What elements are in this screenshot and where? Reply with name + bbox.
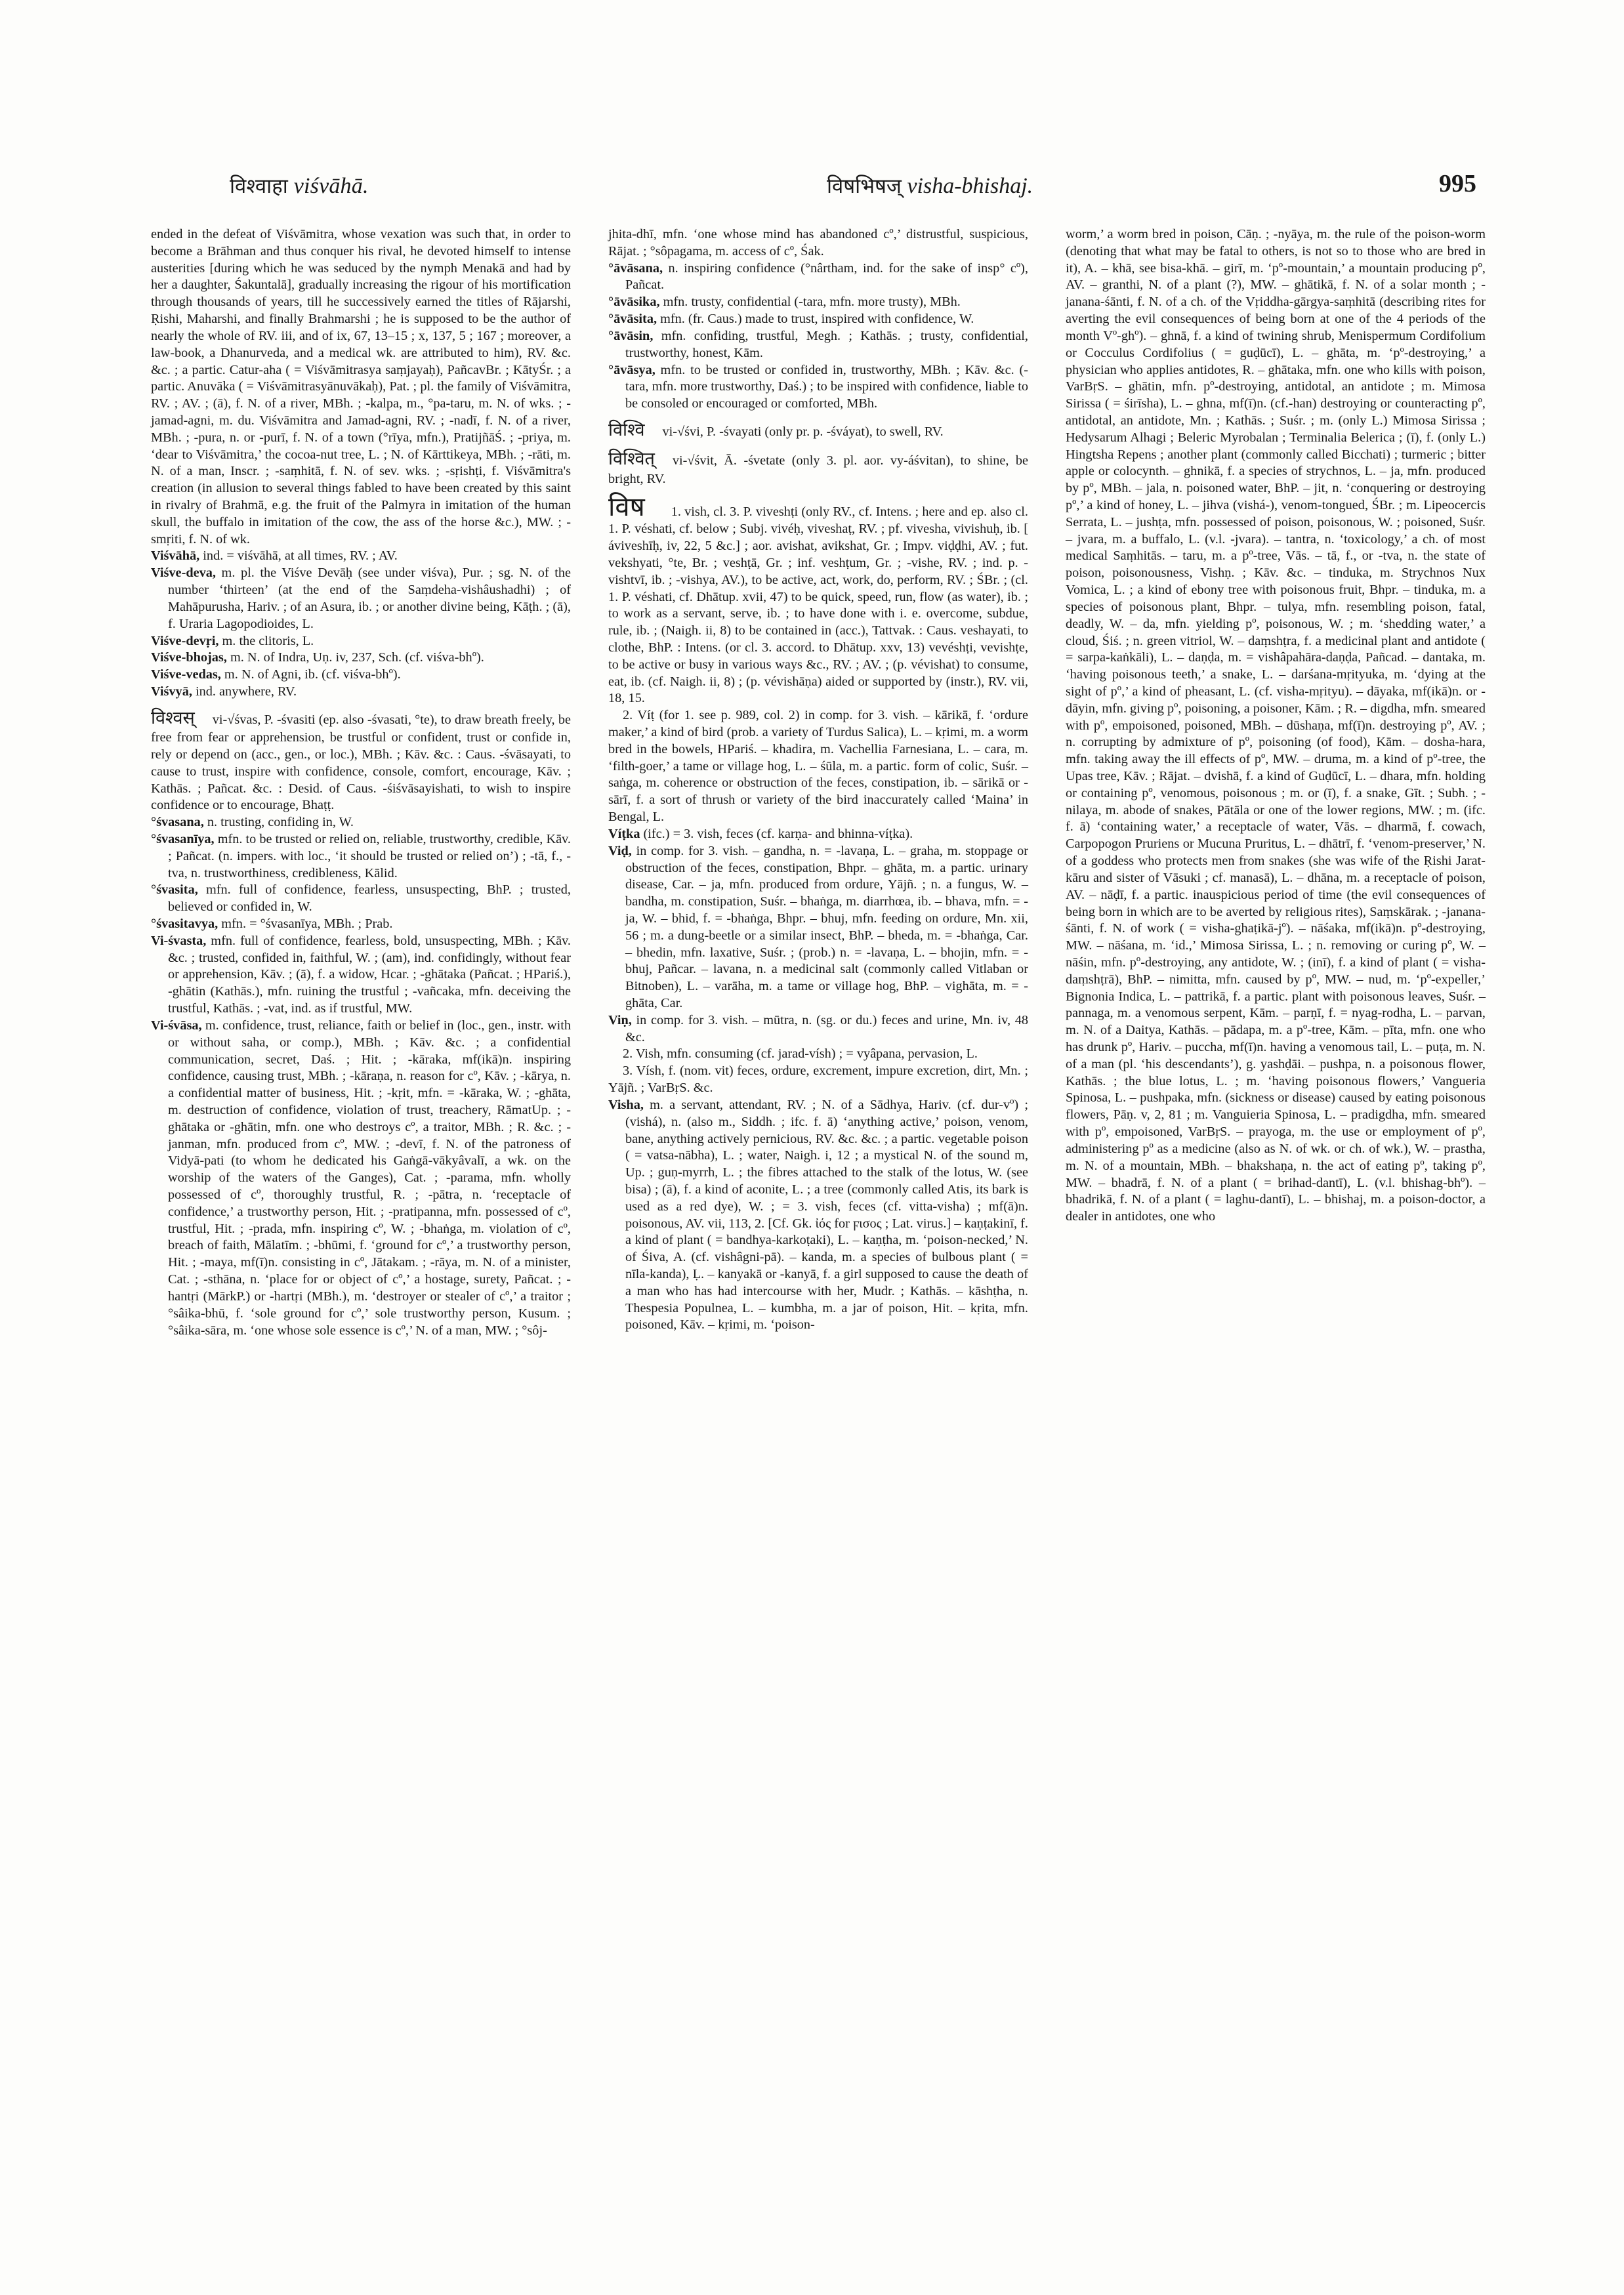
dictionary-paragraph: 2. Vish, mfn. consuming (cf. jarad-vísh) ; = vyâpana, pervasion, L. bbox=[623, 1046, 978, 1062]
entry-body: in comp. for 3. vish. – gandha, n. = -lavaṇa, L. – graha, m. stoppage or obstruction of the feces, constipation, Bhpr. – ghāta, m. a partic. urinary disease, Car. – ja, mfn. produced from ordure, Yājñ. ; n. a fungus, W. – bandha, m. constipation, Suśr. – bhaṅga, m. diarrhœa, ib. – bhava, mfn. = -ja, W. – bhid, f. = -bhaṅga, Bhpr. – bhuj, mfn. feeding on ordure, Mn. xii, 56 ; m. a dung-beetle or a similar insect, BhP. – bheda, m. = -bhaṅga, Car. – bhedin, mfn. laxative, Suśr. ; (prob.) n. = -lavaṇa, L. – bhojin, mfn. = -bhuj, Pañcar. – lavana, n. a medicinal salt (commonly called Vitlaban or Bitnoben), L. – varāha, m. a tame or village hog, BhP. – vighāta, m. = -ghāta, Car. bbox=[625, 843, 1028, 1010]
dictionary-entry bbox=[151, 1018, 571, 1339]
entry-body: ind. anywhere, RV. bbox=[192, 684, 297, 699]
dictionary-paragraph: ended in the defeat of Viśvāmitra, whose vexation was such that, in order to become a Brāhman and thus conquer his rival, he devoted himself to intense austerities [during which he was seduced by the nymph Menakā and had by her a daughter, Śakuntalā], gradually increasing the rigour of his mortification through thousands of years, till he successively earned the titles of Rājarshi, Ṛishi, Maharshi, and finally Brahmarshi ; he is supposed to be the author of nearly the whole of RV. iii, and of ix, 67, 13–15 ; x, 137, 5 ; 167 ; moreover, a law-book, a Dhanurveda, and a medical wk. are attributed to him), RV. &c. &c. ; a partic. Catur-aha ( = Viśvāmitrasya saṃjayaḥ), PañcavBr. ; KātyŚr. ; a partic. Anuvāka ( = Viśvāmitrasyānuvākaḥ), Pat. ; pl. the family of Viśvāmitra, RV. ; AV. ; (ā), f. N. of a river, MBh. ; -kalpa, m., °pa-taru, m. N. of wks. ; -jamad-agni, m. du. Viśvāmitra and Jamad-agni, RV. ; -nadī, f. N. of a river, MBh. ; -pura, n. or -purī, f. N. of a town (°rīya, mfn.), PratijñāŚ. ; -priya, m. ‘dear to Viśvāmitra,’ the cocoa-nut tree, L. ; N. of Kārttikeya, MBh. ; -rāti, m. N. of a man, Inscr. ; -saṃhitā, f. N. of sev. wks. ; -sṛishṭi, f. Viśvāmitra's creation (in allusion to several things fabled to have been created by this saint in rivalry of Brahmā, e.g. the fruit of the Palmyra in imitation of the human skull, the buffalo in imitation of the cow, the ass of the horse &c.), MW. ; -smṛiti, f. N. of wk. bbox=[151, 227, 571, 547]
entry-headword: °āvāsin, bbox=[608, 328, 654, 343]
entry-headword: °āvāsana, bbox=[608, 260, 663, 276]
entry-headword: °śvasanīya, bbox=[151, 831, 215, 846]
entry-body: m. a servant, attendant, RV. ; N. of a Sādhya, Hariv. (cf. dur-vº) ; (vishá), n. (also m., Siddh. ; ifc. f. ā) ‘anything active,’ poison, venom, bane, anything actively pernicious, RV. &c. &c. ; a partic. vegetable poison ( = vatsa-nābha), L. ; water, Naigh. i, 12 ; a mystical N. of the sound m, Up. ; guṇ-myrrh, L. ; the fibres attached to the stalk of the lotus, W. (see bisa) ; (ā), f. a kind of aconite, L. ; a tree (commonly called Atis, its bark is used as a red dye), W. ; = 3. vish, feces (cf. vitta-visha) ; mf(ā)n. poisonous, AV. vii, 113, 2. [Cf. Gk. ἰός for ϝισος ; Lat. virus.] – kaṇṭakinī, f. a kind of plant ( = bandhya-karkoṭaki), L. – kaṇṭha, m. ‘poison-necked,’ N. of Śiva, A. (cf. vishâgni-pā). – kanda, m. a species of bulbous plant ( = nīla-kanda), Ḷ. – kanyakā or -kanyā, f. a girl supposed to cause the death of a man who has had intercourse with her, Mudr. ; Kathās. – kāshṭha, n. Thespesia Populnea, L. – kumbha, m. a jar of poison, Hit. – kṛita, mfn. poisoned, Kāv. – kṛimi, m. ‘poison- bbox=[625, 1097, 1028, 1333]
entry-headword: °śvasita, bbox=[151, 882, 198, 898]
entry-body: mfn. trusty, confidential (-tara, mfn. more trusty), MBh. bbox=[659, 295, 961, 310]
dictionary-entry-major bbox=[608, 494, 1028, 707]
column-2 bbox=[608, 226, 1028, 1334]
entry-body: mfn. (fr. Caus.) made to trust, inspired with confidence, W. bbox=[657, 312, 974, 327]
running-head-right-translit: visha-bhishaj. bbox=[907, 174, 1033, 198]
dictionary-entry bbox=[151, 831, 571, 882]
dictionary-entry-major bbox=[151, 707, 571, 814]
dictionary-entry bbox=[608, 843, 1028, 1012]
entry-headword: Vi-śvāsa, bbox=[151, 1018, 202, 1033]
entry-body: (ifc.) = 3. vish, feces (cf. karṇa- and bhinna-víṭka). bbox=[640, 826, 913, 841]
entry-headword: °śvasana, bbox=[151, 815, 204, 830]
entry-body: ind. = viśvāhā, at all times, RV. ; AV. bbox=[199, 548, 398, 564]
entry-body: mfn. to be trusted or relied on, reliable, trustworthy, credible, Kāv. ; Pañcat. (n. impers. with loc., ‘it should be trusted or relied on’) ; -tā, f., -tva, n. trustworthiness, credibleness, Kālid. bbox=[168, 831, 571, 880]
dictionary-entry bbox=[608, 260, 1028, 295]
dictionary-entry bbox=[151, 933, 571, 1018]
dictionary-entry bbox=[608, 294, 1028, 311]
dictionary-entry bbox=[608, 1012, 1028, 1046]
entry-headword: Viśve-bhojas, bbox=[151, 650, 227, 665]
entry-headword: °āvāsita, bbox=[608, 312, 657, 327]
column-1 bbox=[151, 226, 571, 1339]
entry-body: mfn. confiding, trustful, Megh. ; Kathās. ; trusty, confidential, trustworthy, honest, Kām. bbox=[625, 328, 1028, 360]
entry-headword: Viḍ, bbox=[608, 843, 632, 858]
dictionary-entry bbox=[151, 684, 571, 701]
dictionary-entry bbox=[151, 650, 571, 667]
dictionary-entry bbox=[151, 667, 571, 684]
entry-body: in comp. for 3. vish. – mūtra, n. (sg. or du.) feces and urine, Mn. iv, 48 &c. bbox=[625, 1012, 1028, 1044]
entry-body: m. N. of Indra, Uṇ. iv, 237, Sch. (cf. viśva-bhº). bbox=[226, 650, 484, 665]
entry-headword: Viśvāhā, bbox=[151, 548, 200, 564]
entry-body: m. the clitoris, L. bbox=[219, 633, 314, 648]
dictionary-entry-major bbox=[608, 419, 1028, 442]
dictionary-entry bbox=[151, 633, 571, 650]
dictionary-entry bbox=[608, 1097, 1028, 1334]
entry-devanagari-headword: विश्वित् bbox=[608, 449, 673, 470]
dictionary-paragraph: 2. Víṭ (for 1. see p. 989, col. 2) in comp. for 3. vish. – kārikā, f. ‘ordure maker,’ a kind of bird (prob. a variety of Turdus Salica), L. – kṛimi, m. a worm bred in the bowels, HPariś. – khadira, m. Vachellia Farnesiana, L. – cara, m. ‘filth-goer,’ a tame or village hog, L. – śūla, m. a partic. form of colic, Suśr. – saṅga, m. coherence or obstruction of the feces, constipation, ib. – sārikā or -sārī, f. a sort of thrush or variety of the bird inaccurately called ‘Maina’ in Bengal, L. bbox=[608, 708, 1028, 825]
entry-devanagari-headword: विश्वि bbox=[608, 419, 663, 440]
entry-headword: Vishа, bbox=[608, 1097, 644, 1112]
running-head-right bbox=[827, 172, 1033, 199]
entry-devanagari-headword: विश्वस् bbox=[151, 707, 213, 728]
dictionary-paragraph: worm,’ a worm bred in poison, Cāṇ. ; -nyāya, m. the rule of the poison-worm (denoting that what may be fatal to others, is not so to those who are bred in it), A. – khā, see bisa-khā. – girī, m. ‘pº-mountain,’ a mountain producing pº, AV. – granthi, N. of a plant (?), MW. – ghātikā, f. N. of a solar month ; -janana-śānti, f. N. of a ch. of the Vṛiddha-gārgya-saṃhitā (describing rites for averting the evil consequences of being born at one of the 4 periods of the month Vº-ghº). – ghnā, f. a kind of twining shrub, Menispermum Cordifolium or Cocculus Cordifolius ( = guḍūcī), L. – ghāta, m. ‘pº-destroying,’ a physician who applies antidotes, R. – ghātaka, mfn. one who kills with poison, VarBṛS. – ghātin, mfn. pº-destroying, antidotal, an antidote ; m. Mimosa Sirissa ( = śirīsha), L. – ghna, mf(ī)n. (cf.-han) destroying or counteracting pº, antidotal, an antidote, Mn. ; Kathās. ; Suśr. ; m. (only L.) Mimosa Sirissa ; Hedysarum Alhagi ; Beleric Myrobalan ; Terminalia Belerica ; (ī), f. (only L.) Hingtsha Repens ; another plant (commonly called Bicchati) ; turmeric ; bitter apple or colocynth. – ghnikā, f. a species of strychnos, L. – ja, mfn. produced by pº, MBh. – jala, n. poisoned water, BhP. – jit, n. ‘conquering or destroying pº,’ a kind of honey, L. – jihva (vishá-), venom-tongued, ŚBr. ; m. Lipeocercis Serrata, L. – jushṭa, mfn. possessed of poison, poisonous, W. ; poisoned, Suśr. – jvara, m. a buffalo, L. (v.l. -jvara). – tantra, n. ‘toxicology,’ a ch. of most medical Saṃhitās. – taru, m. a pº-tree, Vās. – tā, f., or -tva, n. the state of poison, poisonousness, Vishṇ. ; Kāv. &c. – tinduka, m. Strychnos Nux Vomica, L. ; a kind of ebony tree with poisonous fruit, Bhpr. – tinduka, m. a species of poisonous plant, Bhpr. – tulya, mfn. resembling poison, fatal, deadly, W. – da, mfn. yielding pº, poisonous, W. ; m. ‘shedding water,’ a cloud, Śiś. ; n. green vitriol, W. – daṃshṭra, f. a medicinal plant and antidote ( = sarpa-kaṅkāli), L. – daṇḍa, m. = vishâpahāra-daṇḍa, Pañcad. – dantaka, m. ‘having poisonous teeth,’ a snake, L. – darśana-mṛityuka, m. ‘dying at the sight of pº,’ a kind of pheasant, L. (cf. visha-mṛityu). – dāyaka, mf(ikā)n. or -dāyin, mfn. giving pº, poisoning, a poisoner, Kām. ; R. – digdha, mfn. smeared with pº, empoisoned, poisoned, MBh. – dūshaṇa, mf(ī)n. destroying pº, AV. ; n. corrupting by admixture of pº, poisoning (of food), Kām. – dosha-hara, mfn. taking away the ill effects of pº, MW. – druma, m. a kind of pº-tree, the Upas tree, Kāv. ; Rājat. – dvishā, f. a kind of Guḍūcī, L. – dhara, mfn. holding or containing pº, venomous, poisonous ; m. or (ī), f. a snake, Gīt. ; Subh. ; -nilaya, m. abode of snakes, Pātāla or one of the lower regions, MW. ; m. (ifc. f. ā) ‘containing water,’ a receptacle of water, Vās. – dharmā, f. cowach, Carpopogon Pruriens or Mucuna Pruritus, L. – dhātrī, f. ‘venom-preserver,’ N. of a goddess who protects men from snakes (she was wife of the Ṛishi Jarat-kāru and sister of Vāsuki ; cf. manasā), L. – dhāna, m. a receptacle of poison, AV. – nāḍī, f. a partic. inauspicious period of time (the evil consequences of being born in which are to be averted by religious rites), Saṃskārak. ; -janana-śānti, f. N. of work ( = visha-ghaṭikā-jº). – nāśaka, mf(ikā)n. pº-destroying, MW. – nāśana, m. ‘id.,’ Mimosa Sirissa, L. ; n. removing or curing pº, W. – nāśin, mfn. pº-destroying, any antidote, W. ; (inī), f. a kind of plant ( = visha-daṃshṭrā), BhP. – nimitta, mfn. caused by pº, MW. – nud, m. ‘pº-expeller,’ Bignonia Indica, L. – pattrikā, f. a partic. plant with poisonous leaves, Suśr. – pannaga, m. a venomous serpent, Kām. – parṇī, f. = nyag-rodha, L. – parvan, m. N. of a Daitya, Kathās. – pādapa, m. a pº-tree, Kām. – pīta, mfn. one who has drunk pº, Hariv. – puccha, mf(ī)n. having a venomous tail, L. – puṭa, m. N. of a man (pl. ‘his descendants’), g. yashḍāi. – pushpa, n. a poisonous flower, Kathās. ; the blue lotus, L. ; m. ‘having poisonous flowers,’ Vangueria Spinosa, L. – pushpaka, mfn. (sickness or disease) caused by eating poisonous flowers, Pāṇ. v, 2, 81 ; m. Vanguieria Spinosa, L. – pradigdha, mfn. smeared with pº, empoisoned, VarBṛS. – prayoga, m. the use or employment of pº, administering pº as a medicine (also as N. of wk. or ch. of wk.), W. – prastha, m. N. of a mountain, MBh. – bhakshaṇa, n. the act of eating pº, taking pº, MW. – bhadrā, f. N. of a plant ( = brihad-dantī), L. (v.l. bhishag-bhº). – bhadrikā, f. N. of a plant ( = laghu-dantī), L. – bhishaj, m. a poison-doctor, a dealer in antidotes, one who bbox=[1066, 227, 1486, 1224]
page-number: 995 bbox=[1439, 170, 1476, 197]
dictionary-paragraph: jhita-dhī, mfn. ‘one whose mind has abandoned cº,’ distrustful, suspicious, Rājat. ; °sôpagama, m. access of cº, Śak. bbox=[608, 227, 1028, 258]
entry-headword: Viśvyā, bbox=[151, 684, 192, 699]
dictionary-entry bbox=[151, 882, 571, 916]
entry-headword: Viṇ, bbox=[608, 1012, 632, 1027]
entry-headword: Viśve-deva, bbox=[151, 566, 216, 581]
dictionary-entry bbox=[151, 814, 571, 831]
page-header bbox=[151, 172, 1476, 201]
dictionary-paragraph: 3. Vísh, f. (nom. vit) feces, ordure, excrement, impure excretion, dirt, Mn. ; Yājñ. ; VarBṛS. &c. bbox=[608, 1064, 1028, 1096]
entry-headword: Viśve-vedas, bbox=[151, 667, 221, 682]
entry-body: vi-√śvi, P. -śvayati (only pr. p. -śváyat), to swell, RV. bbox=[662, 424, 944, 439]
dictionary-entry-major bbox=[608, 448, 1028, 487]
entry-body: mfn. full of confidence, fearless, bold, unsuspecting, MBh. ; Kāv. &c. ; trusted, confided in, faithful, W. ; (am), ind. confidingly, without fear or apprehension, Kāv. ; (ā), f. a widow, Hcar. ; -ghātaka (Pañcat. ; HPariś.), -ghātin (Kathās.), mfn. ruining the trustful ; -vañcaka, mfn. deceiving the trustful, Kathās. ; -vat, ind. as if trustful, MW. bbox=[168, 933, 571, 1016]
entry-body: m. N. of Agni, ib. (cf. viśva-bhº). bbox=[220, 667, 401, 682]
entry-body: m. pl. the Viśve Devāḥ (see under viśva), Pur. ; sg. N. of the number ‘thirteen’ (at the end of the Saṃdeha-vishâushadhi) ; of Mahāpurusha, Hariv. ; of an Asura, ib. ; or another divine being, Kāṭh. ; (ā), f. Uraria Lagopodioides, L. bbox=[168, 566, 571, 631]
entry-body: vi-√śvas, P. -śvasiti (ep. also -śvasati, °te), to draw breath freely, be free from fear or apprehension, be trustful or confident, trust or confide in, rely or depend on (acc., gen., or loc.), MBh. ; Kāv. &c. : Caus. -śvāsayati, to cause to trust, inspire with confidence, console, comfort, encourage, Kāv. ; Kathās. ; Pañcat. &c. : Desid. of Caus. -śiśvāsayishati, to wish to inspire confidence or to encourage, Bhaṭṭ. bbox=[151, 712, 571, 813]
entry-headword: °śvasitavya, bbox=[151, 917, 219, 932]
entry-body: n. inspiring confidence (°nârtham, ind. for the sake of insp° cº), Pañcat. bbox=[625, 260, 1028, 293]
entry-headword: Vi-śvasta, bbox=[151, 933, 207, 948]
column-3 bbox=[1066, 226, 1486, 1226]
entry-body: m. confidence, trust, reliance, faith or belief in (loc., gen., instr. with or without saha, or comp.), MBh. ; Kāv. &c. ; a confidential communication, secret, Daś. ; Hit. ; -kāraka, mf(ikā)n. inspiring confidence, causing trust, MBh. ; -kāraṇa, n. reason for cº, Kāv. ; -kārya, n. a confidential matter of business, Hit. ; -kṛit, mfn. = -kāraka, W. ; -ghāta, m. destruction of confidence, violation of trust, treachery, RāmatUp. ; -ghātaka or -ghātin, mfn. one who destroys cº, a traitor, MBh. ; R. &c. ; -janman, mfn. produced from cº, MW. ; -devī, f. N. of the patroness of Vidyā-pati (to whom he dedicated his Gaṅgā-vākyâvalī, a wk. on the worship of the waters of the Ganges), Cat. ; -parama, mfn. wholly possessed of cº, thoroughly trustful, R. ; -pātra, n. ‘receptacle of confidence,’ a trustworthy person, Hit. ; -pratipanna, mfn. possessed of cº, trustful, Hit. ; -prada, mfn. inspiring cº, W. ; -bhaṅga, m. violation of cº, breach of faith, Mālatīm. ; -bhūmi, f. ‘ground for cº,’ a trustworthy person, Hit. ; -maya, mf(ī)n. consisting in cº, Jātakam. ; -rāya, m. N. of a minister, Cat. ; -sthāna, n. ‘place for or object of cº,’ a hostage, surety, Pañcat. ; -hantṛi (MārkP.) or -hartṛi (MBh.), m. ‘destroyer or stealer of cº,’ a traitor ; °sâika-bhū, f. ‘sole ground for cº,’ sole trustworthy person, Kusum. ; °sâika-sāra, m. ‘one whose sole essence is cº,’ N. of a man, MW. ; °sôj- bbox=[168, 1018, 571, 1338]
dictionary-entry bbox=[151, 916, 571, 933]
text-columns bbox=[151, 226, 1486, 2195]
dictionary-entry bbox=[608, 328, 1028, 362]
running-head-left bbox=[230, 172, 369, 199]
dictionary-entry bbox=[151, 548, 571, 565]
dictionary-entry bbox=[608, 362, 1028, 413]
entry-body: mfn. full of confidence, fearless, unsuspecting, BhP. ; trusted, believed or confided in, W. bbox=[168, 882, 571, 915]
entry-body: mfn. = °śvasanīya, MBh. ; Prab. bbox=[218, 917, 393, 932]
running-head-left-devanagari: विश्वाहा bbox=[230, 175, 288, 198]
running-head-left-translit: viśvāhā. bbox=[293, 174, 369, 198]
entry-body: vi-√śvit, Ā. -śvetate (only 3. pl. aor. vy-áśvitan), to shine, be bright, RV. bbox=[608, 453, 1028, 486]
entry-body: mfn. to be trusted or confided in, trustworthy, MBh. ; Kāv. &c. (-tara, mfn. more trustworthy, Daś.) ; to be inspired with confidence, liable to be consoled or encouraged or comforted, MBh. bbox=[625, 362, 1028, 411]
entry-headword: Viśve-devṛi, bbox=[151, 633, 219, 648]
entry-devanagari-headword: विष bbox=[608, 492, 671, 523]
dictionary-entry bbox=[608, 826, 1028, 843]
dictionary-entry bbox=[151, 565, 571, 632]
entry-body: 1. vish, cl. 3. P. viveshṭi (only RV., cf. Intens. ; here and ep. also cl. 1. P. véshati, cf. below ; Subj. vivéḥ, viveshaṭ, RV. ; pf. vivesha, vivishuḥ, ib. [ áviveshīḥ, iv, 22, 5 &c.] ; aor. avishat, avikshat, Gr. ; Impv. viḍḍhi, AV. ; fut. vekshyati, °te, Br. ; veshṭā, Gr. ; inf. veshṭum, Gr. ; -vishe, RV. ; ind. p. -vishtvī, ib. ; -vishya, AV.), to be active, act, work, do, perform, RV. ; ŚBr. ; (cl. 1. P. véshati, cf. Dhātup. xvii, 47) to be quick, speed, run, flow (as water), ib. ; to work as a servant, serve, ib. ; to have done with i. e. overcome, subdue, rule, ib. ; (Naigh. ii, 8) to be contained in (acc.), Tattvak. : Caus. veshayati, to clothe, BhP. : Intens. (or cl. 3. accord. to Dhātup. xxv, 13) vevéshṭi, vevishṭe, to be active or busy in various ways &c., RV. ; AV. ; (p. vévishat) to consume, eat, ib. (cf. Naigh. ii, 8) ; (p. vévishāṇa) aided or supported by (instr.), RV. vii, 18, 15. bbox=[608, 505, 1028, 706]
entry-body: n. trusting, confiding in, W. bbox=[203, 815, 354, 830]
running-head-right-devanagari: विषभिषज् bbox=[827, 175, 902, 198]
entry-headword: Víṭka bbox=[608, 826, 640, 841]
dictionary-entry bbox=[608, 311, 1028, 328]
entry-headword: °āvāsika, bbox=[608, 295, 660, 310]
entry-headword: °āvāsya, bbox=[608, 362, 656, 377]
